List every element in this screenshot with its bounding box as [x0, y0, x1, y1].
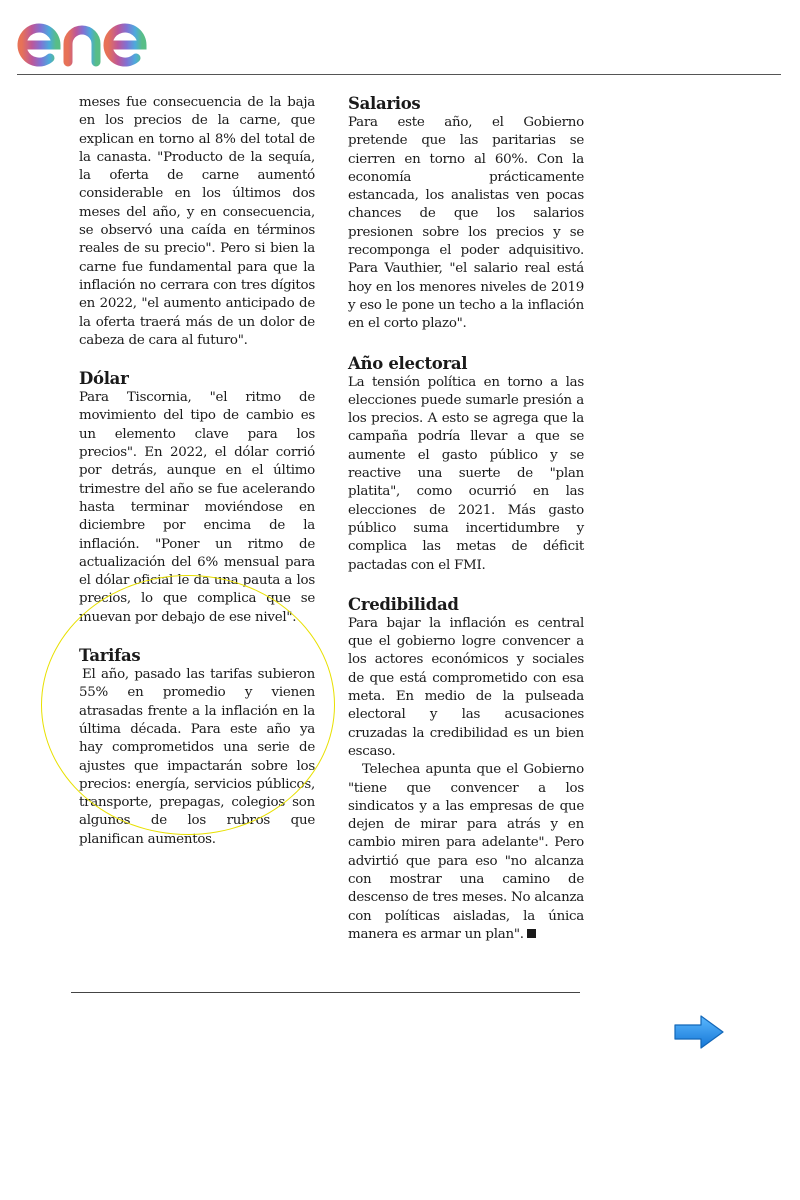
section-body-credibilidad-1: Para bajar la inflación es central que el gobierno logre convencer a los actores económicos y sociales de que está comprometido con esa meta. En medio de la pulseada electoral y las acusaciones cruzadas la credibilidad es un bien escaso.	[348, 615, 584, 759]
article-column-right	[348, 94, 584, 944]
section-body-credibilidad-2	[348, 761, 584, 944]
enel-logo	[16, 14, 172, 68]
section-body-salarios: Para este año, el Gobierno pretende que las paritarias se cierren en torno al 60%. Con la economía prácticamente estancada, los analistas ven pocas chances de que los salarios presionen sobre los precios y se recomponga el poder adquisitivo. Para Vauthier, "el salario real está hoy en los menores niveles de 2019 y eso le pone un techo a la inflación en el corto plazo".	[348, 115, 584, 332]
section-body-dolar: Para Tiscornia, "el ritmo de movimiento del tipo de cambio es un elemento clave para los precios". En 2022, el dólar corrió por detrás, aunque en el último trimestre del año se fue acelerando hasta terminar moviéndose en diciembre por encima de la inflación. "Poner un ritmo de actualización del 6% mensual para el dólar oficial le da una pauta a los precios, lo que complica que se muevan por debajo de ese nivel".	[79, 390, 315, 625]
next-page-arrow-icon[interactable]	[673, 1014, 725, 1050]
header-rule	[17, 74, 781, 75]
section-heading-tarifas: Tarifas	[79, 646, 141, 666]
article-column-left	[79, 94, 315, 849]
section-heading-dolar: Dólar	[79, 369, 129, 389]
section-heading-credibilidad: Credibilidad	[348, 594, 459, 614]
end-of-article-icon	[527, 929, 536, 938]
section-body-tarifas: El año, pasado las tarifas subieron 55% en promedio y vienen atrasadas frente a la inflación en la última década. Para este año ya hay comprometidos una serie de ajustes que impactarán sobre los precios: energía, servicios públicos, transporte, prepagas, colegios son algunos de los rubros que planifican aumentos.	[79, 667, 315, 847]
section-heading-salarios: Salarios	[348, 94, 421, 113]
intro-paragraph: meses fue consecuencia de la baja en los precios de la carne, que explican en torno al 8% del total de la canasta. "Producto de la sequía, la oferta de carne aumentó considerable en los últimos dos meses del año, y en consecuencia, se observó una caída en términos reales de su precio". Pero si bien la carne fue fundamental para que la inflación no cerrara con tres dígitos en 2022, "el aumento anticipado de la oferta traerá más de un dolor de cabeza de cara al futuro".	[79, 95, 315, 348]
credibilidad-closing-text: Telechea apunta que el Gobierno "tiene que convencer a los sindicatos y a las empresas de que dejen de mirar para atrás y en cambio miren para adelante". Pero advirtió que para eso "no alcanza con mostrar una camino de descenso de tres meses. No alcanza con políticas aisladas, la única manera es armar un plan".	[348, 762, 584, 942]
footer-rule	[71, 992, 580, 993]
section-heading-ano-electoral: Año electoral	[348, 353, 468, 373]
section-body-ano-electoral: La tensión política en torno a las elecciones puede sumarle presión a los precios. A esto se agrega que la campaña podría llevar a que se aumente el gasto público y se reactive una suerte de "plan platita", como ocurrió en las elecciones de 2021. Más gasto público suma incertidumbre y complica las metas de déficit pactadas con el FMI.	[348, 374, 584, 573]
